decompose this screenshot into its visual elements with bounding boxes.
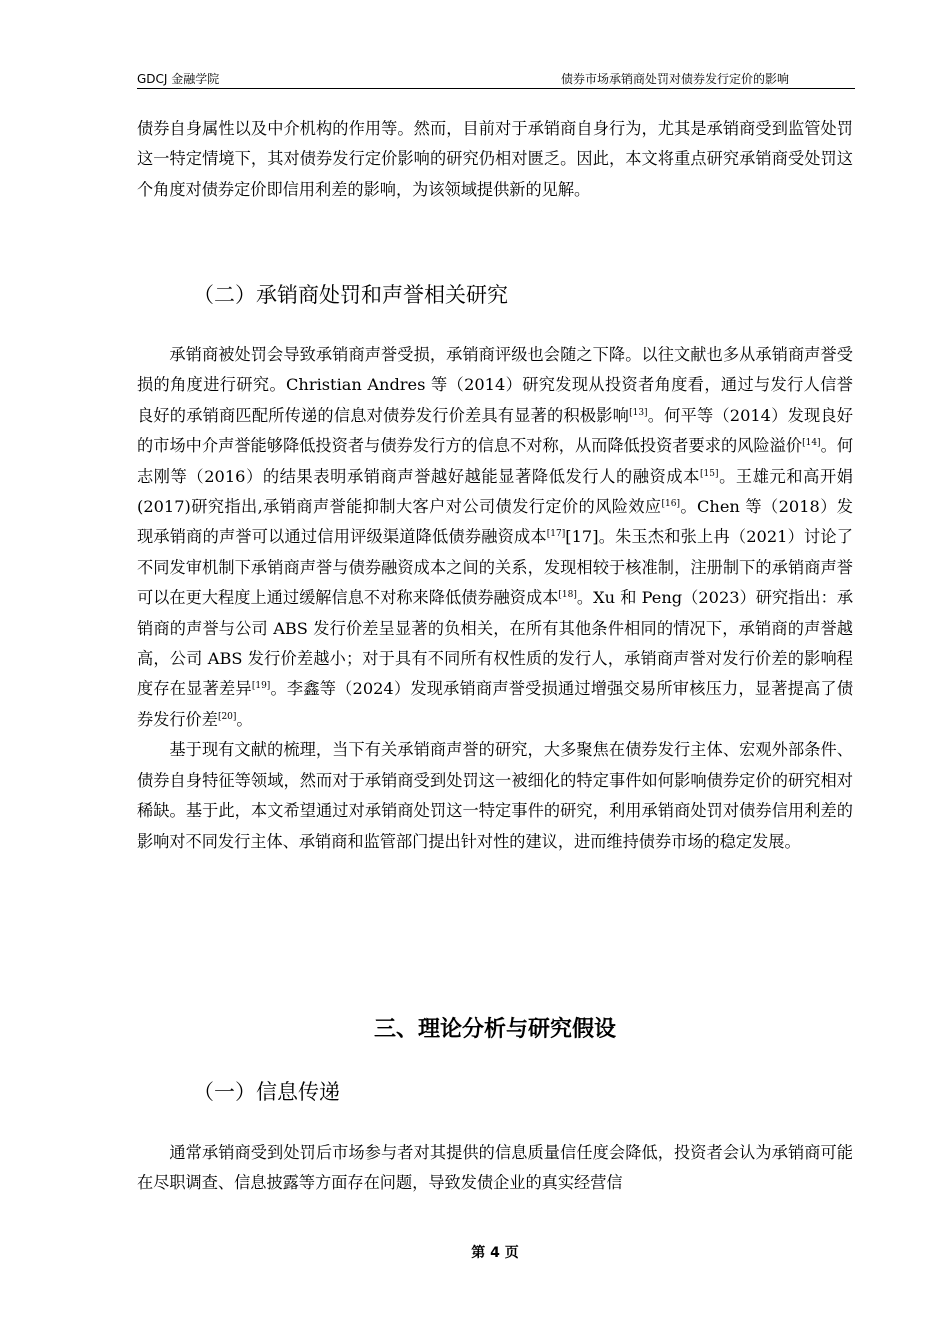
paragraph-continuation: 债券自身属性以及中介机构的作用等。然而，目前对于承销商自身行为，尤其是承销商受到监管处罚这一特定情境下，其对债券发行定价影响的研究仍相对匮乏。因此，本文将重点研究承销商受处罚这个角度对债券定价即信用利差的影响，为该领域提供新的见解。: [137, 119, 853, 199]
body-block-3: [137, 1138, 853, 1199]
text-run: 。何平等（2014）发现良好的市场中介声誉能够降低投资者与债券发行方的信息不对称，从而降低投资者要求的风险溢价: [137, 405, 853, 456]
header-left: GDCJ 金融学院: [137, 72, 220, 86]
paragraph-summary: 基于现有文献的梳理，当下有关承销商声誉的研究，大多聚焦在债券发行主体、宏观外部条件、债券自身特征等领域，然而对于承销商受到处罚这一被细化的特定事件如何影响债券定价的研究相对稀缺。基于此，本文希望通过对承销商处罚这一特定事件的研究，利用承销商处罚对债券信用利差的影响对不同发行主体、承销商和监管部门提出针对性的建议，进而维持债券市场的稳定发展。: [137, 740, 853, 851]
paragraph-information-transmission: 通常承销商受到处罚后市场参与者对其提供的信息质量信任度会降低，投资者会认为承销商可能在尽职调查、信息披露等方面存在问题，导致发债企业的真实经营信: [137, 1143, 853, 1193]
page-number: 第 4 页: [471, 1245, 519, 1261]
page-header: [137, 70, 855, 89]
body-block-1: [137, 114, 853, 205]
citation: [19]: [251, 681, 271, 692]
text-run: [17]。朱玉杰和张上冉（2021）讨论了不同发审机制下承销商声誉与债券融资成本之间的关系，发现相较于核准制，注册制下的承销商声誉可以在更大程度上通过缓解信息不对称来降低债券融资成本: [137, 527, 853, 608]
text-run: 。: [236, 709, 253, 729]
citation: [17]: [546, 529, 566, 540]
section-heading-2: （二）承销商处罚和声誉相关研究: [193, 283, 508, 307]
text-run: 。李鑫等（2024）发现承销商声誉受损通过增强交易所审核压力，显著提高了债券发行价差: [137, 679, 854, 729]
citation: [15]: [700, 468, 719, 479]
citation: [16]: [661, 499, 681, 510]
text-run: 承销商被处罚会导致承销商声誉受损，承销商评级也会随之下降。以往文献也多从承销商声誉受损的角度进行研究。Christian Andres 等（2014）研究发现从投资者角度看，通过与发行人信誉良好的承销商匹配所传递的信息对债券发行价差具有显著的积极影响: [137, 345, 853, 425]
chapter-heading-3: 三、理论分析与研究假设: [373, 1017, 616, 1042]
text-run: 。Xu 和 Peng（2023）研究指出：承销商的声誉与公司 ABS 发行价差呈显著的负相关，在所有其他条件相同的情况下，承销商的声誉越高，公司 ABS 发行价差越小；对于具有不同所有权性质的发行人，承销商声誉对发行价差的影响程度存在显著差异: [137, 588, 854, 699]
section-heading-3-1: （一）信息传递: [193, 1080, 340, 1104]
header-right: 债券市场承销商处罚对债券发行定价的影响: [560, 72, 789, 86]
text-run: 。Chen 等（2018）发现承销商的声誉可以通过信用评级渠道降低债券融资成本: [137, 497, 853, 547]
citation: [20]: [217, 711, 237, 722]
body-block-2: [137, 340, 853, 857]
citation: [14]: [802, 438, 821, 449]
paragraph-underwriter-reputation: [137, 340, 853, 735]
citation: [13]: [629, 407, 648, 418]
text-run: 。何志刚等（2016）的结果表明承销商声誉越好越能显著降低发行人的融资成本: [137, 436, 854, 486]
citation: [18]: [558, 590, 577, 601]
text-run: 。王雄元和高开娟(2017)研究指出,承销商声誉能抑制大客户对公司债发行定价的风险效应: [137, 466, 853, 517]
